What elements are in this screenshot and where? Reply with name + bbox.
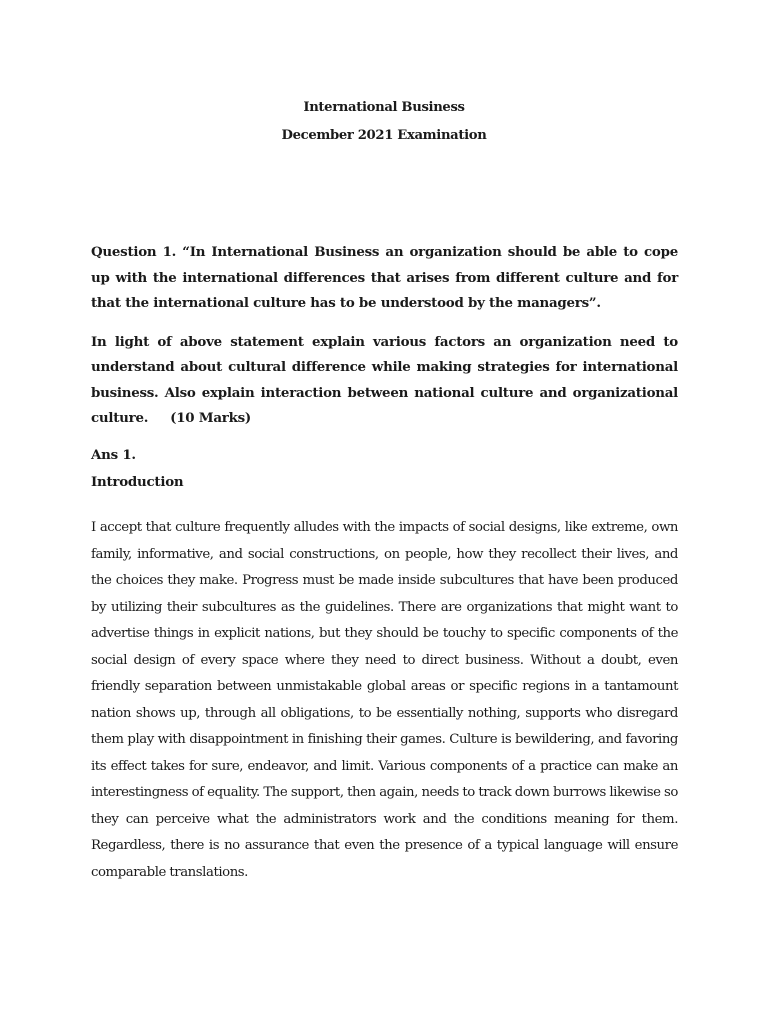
answer-label: Ans 1.	[91, 447, 136, 463]
answer-block	[91, 442, 678, 899]
section-heading-introduction: Introduction	[91, 474, 184, 490]
document-subtitle: December 2021 Examination	[281, 128, 487, 143]
question-block	[91, 240, 678, 445]
question-instruction	[91, 330, 678, 432]
document-header	[0, 94, 768, 150]
document-title: International Business	[303, 100, 465, 115]
question-marks: (10 Marks)	[170, 410, 251, 426]
answer-body-paragraph: I accept that culture frequently alludes with the impacts of social designs, like extreme, own family, informative, and social constructions, on people, how they recollect their lives, and the choices they make. Progress must be made inside subcultures that have been produced by utilizing their subcultures as the guidelines. There are organizations that might want to advertise things in explicit nations, but they should be touchy to specific components of the social design of every space where they need to direct business. Without a doubt, even friendly separation between unmistakable global areas or specific regions in a tantamount nation shows up, through all obligations, to be essentially nothing, supports who disregard them play with disappointment in finishing their games. Culture is bewildering, and favoring its effect takes for sure, endeavor, and limit. Various components of a practice can make an interestingness of equality. The support, then again, needs to track down burrows likewise so they can perceive what the administrators work and the conditions meaning for them. Regardless, there is no assurance that even the presence of a typical language will ensure comparable translations.	[91, 520, 678, 880]
question-instruction-text: In light of above statement explain various factors an organization need to understand about cultural difference while making strategies for international business. Also explain interaction between national culture and organizational culture.	[91, 333, 678, 426]
question-statement: Question 1. “In International Business an organization should be able to cope up with the international differences that arises from different culture and for that the international culture has to be understood by the managers”.	[91, 244, 678, 311]
